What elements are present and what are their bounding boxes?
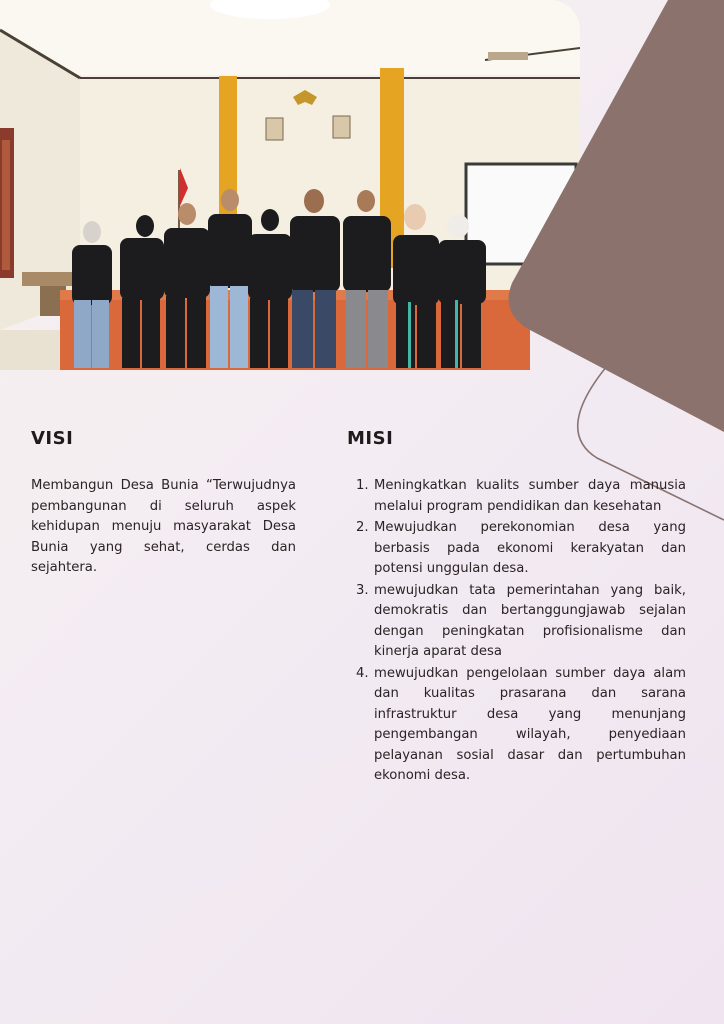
list-item-text: Mewujudkan perekonomian desa yang berbasis pada ekonomi kerakyatan dan potensi unggulan desa. bbox=[374, 520, 686, 576]
list-item-text: Meningkatkan kualits sumber daya manusia melalui program pendidikan dan kesehatan bbox=[374, 478, 686, 514]
list-item-text: mewujudkan pengelolaan sumber daya alam dan kualitas prasarana dan sarana infrastruktur desa yang menunjang pengembangan wilayah, penyediaan pelayanan sosial dasar dan pertumbuhan ekonomi desa. bbox=[374, 665, 686, 783]
visi-heading: VISI bbox=[31, 428, 74, 449]
list-number: 2. bbox=[356, 520, 369, 535]
misi-heading: MISI bbox=[347, 428, 394, 449]
list-number: 3. bbox=[356, 582, 369, 598]
list-item bbox=[356, 581, 686, 663]
list-item bbox=[356, 518, 686, 580]
list-number: 1. bbox=[356, 478, 369, 493]
list-item bbox=[356, 664, 686, 787]
visi-text: Membangun Desa Bunia “Terwujudnya pembangunan di seluruh aspek kehidupan menuju masyarakat Desa Bunia yang sehat, cerdas dan sejahtera. bbox=[31, 478, 296, 575]
list-number: 4. bbox=[356, 665, 369, 681]
group-photo-illustration bbox=[0, 0, 580, 370]
list-item-text: mewujudkan tata pemerintahan yang baik, demokratis dan bertanggungjawab sejalan dengan peningkatan profisionalisme dan kinerja aparat desa bbox=[374, 582, 686, 659]
group-photo bbox=[0, 0, 580, 370]
misi-list bbox=[356, 476, 686, 788]
list-item bbox=[356, 476, 686, 517]
